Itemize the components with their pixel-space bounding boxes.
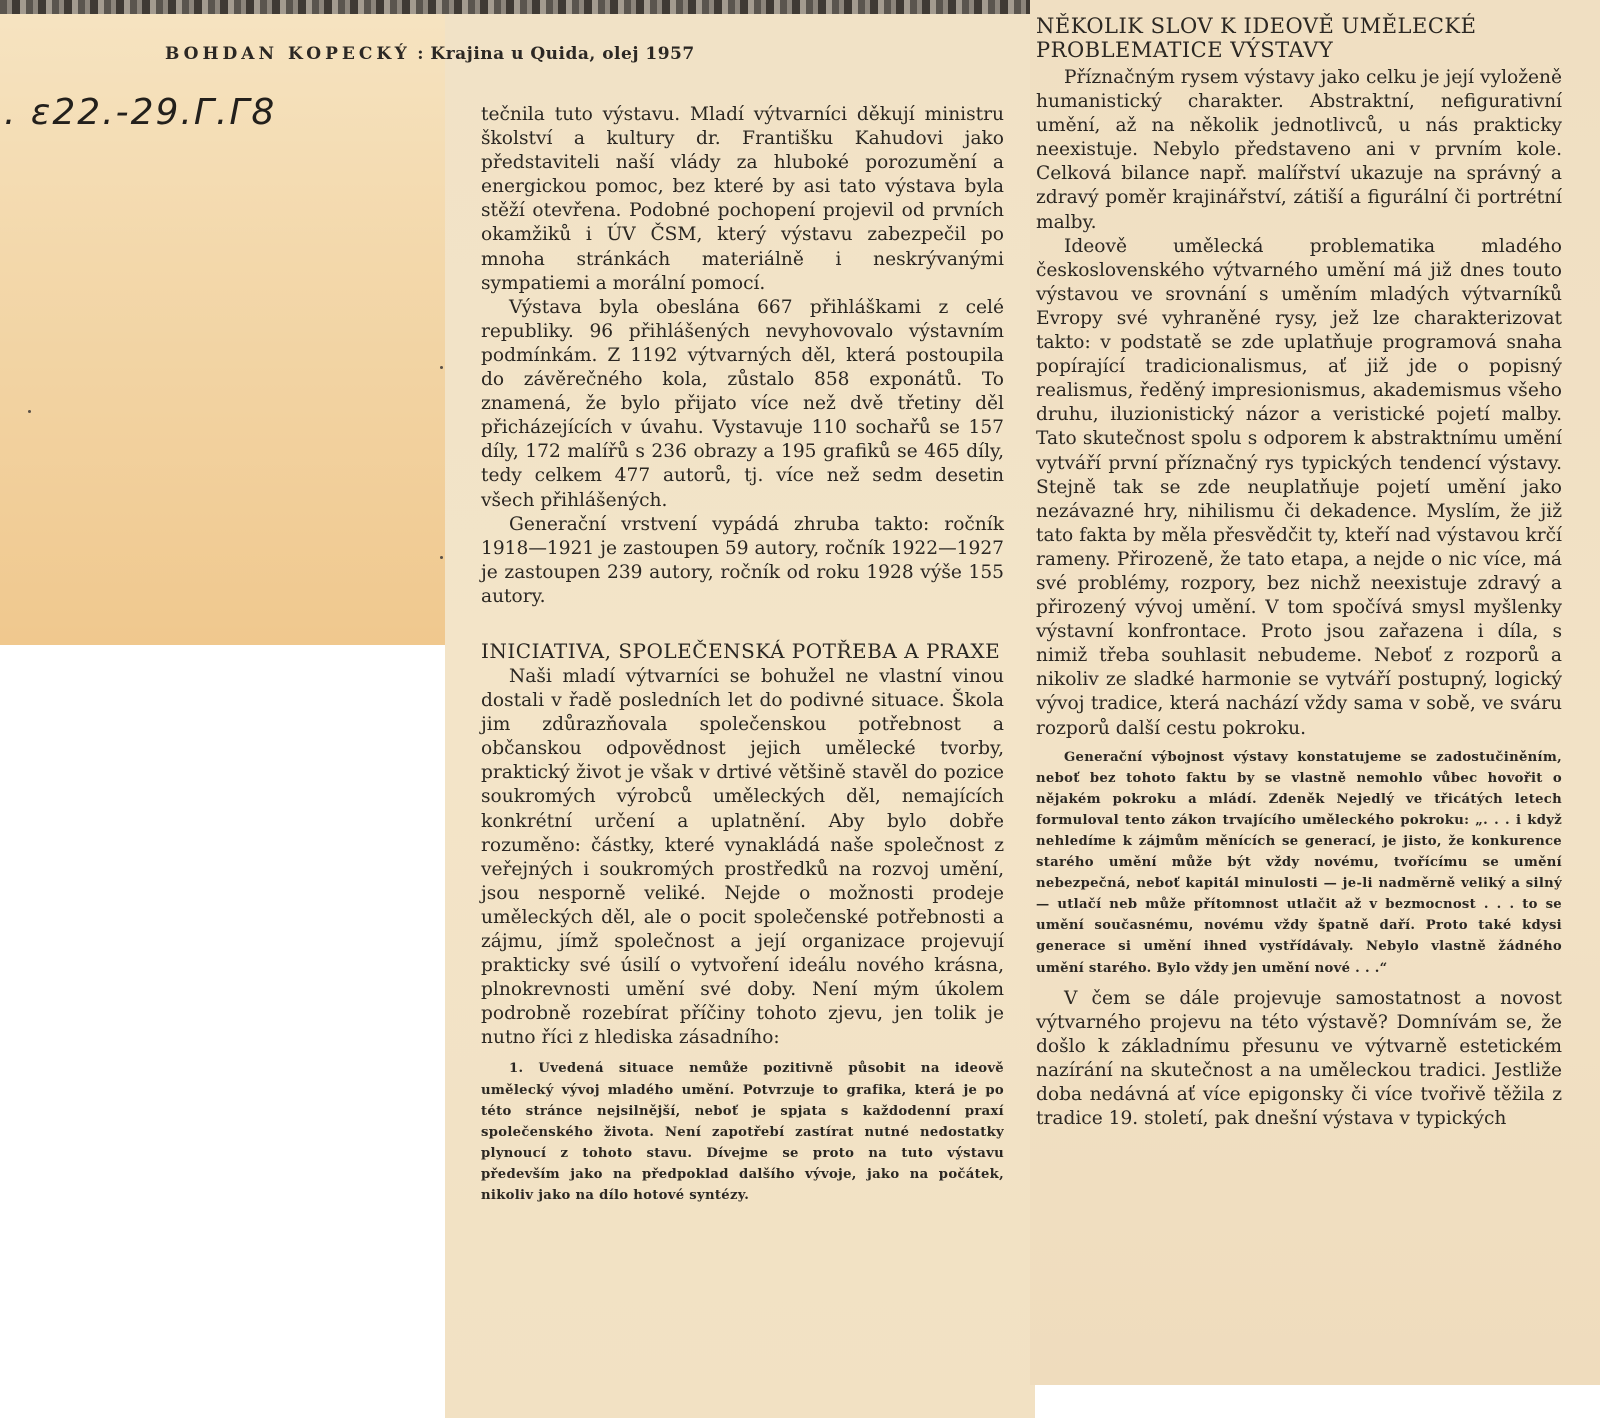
section-heading: INICIATIVA, SPOLEČENSKÁ POTŘEBA A PRAXE <box>481 638 1001 663</box>
photo-caption <box>165 44 1025 64</box>
paragraph: Naši mladí výtvarníci se bohužel ne vlastní vinou dostali v řadě posledních let do podivné situace. Škola jim zdůrazňovala společenskou potřebnost a občanskou odpovědnost jejich umělecké tvorby, praktický život je však v drtivé většině stavěl do pozice soukromých výrobců uměleckých děl, nemajících konkrétní určení a uplatnění. Aby bylo dobře rozuměno: částky, které vynakládá naše společnost z veřejných i soukromých prostředků na rozvoj umění, jsou nesporně veliké. Nejde o možnosti prodeje uměleckých děl, ale o pocit společenské potřebnosti a zájmu, jímž společnost a její organizace projevují prakticky své úsilí o vytvoření ideálu nového krásna, plnokrevnosti umění své doby. Není mým úkolem podrobně rozebírat příčiny tohoto zjevu, jen tolik je nutno říci z hlediska zásadního: <box>481 665 1004 1049</box>
article-column-middle <box>481 103 1004 1206</box>
article-column-right <box>1036 14 1562 1131</box>
paragraph: tečnila tuto výstavu. Mladí výtvarníci děkují ministru školství a kultury dr. Františku Kahudovi jako představiteli naší vlády za hluboké porozumění a energickou pomoc, bez které by asi tato výstava byla stěží otevřena. Podobné pochopení projevil od prvních okamžiků i ÚV ČSM, který výstavu zabezpečil po mnoha stránkách materiálně i neskrývanými sympatiemi a morální pomocí. <box>481 104 1004 294</box>
section-heading: NĚKOLIK SLOV K IDEOVĚ UMĚLECKÉ PROBLEMATICE VÝSTAVY <box>1036 14 1477 62</box>
caption-author: BOHDAN KOPECKÝ <box>165 44 411 64</box>
handwritten-date-note: . ε22.-29.Γ.Γ8 <box>4 92 277 133</box>
photo-edge <box>0 0 1030 14</box>
print-speck <box>440 556 443 559</box>
paragraph: Ideově umělecká problematika mladého československého výtvarného umění má již dnes touto výstavou ve srovnání s uměním mladých výtvarníků Evropy své vyhraněné rysy, jež lze charakterizovat takto: v podstatě se zde uplatňuje programová snaha popírající tradicionalismus, ať již jde o popisný realismus, ředěný impresionismus, akademismus všeho druhu, iluzionistický názor a veristické pojetí malby. Tato skutečnost spolu s odporem k abstraktnímu umění vytváří první příznačný rys typických tendencí výstavy. Stejně tak se zde neuplatňuje pojetí umění jako nezávazné hry, nihilismu či dekadence. Myslím, že již tato fakta by měla přesvědčit ty, kteří nad výstavou krčí rameny. Přirozeně, že tato etapa, a nejde o nic více, má své problémy, rozpory, bez nichž neexistuje zdravý a přirozený vývoj umění. V tom spočívá smysl myšlenky výstavní konfrontace. Proto jsou zařazena i díla, s nimiž třeba souhlasit nebudeme. Neboť z rozporů a nikoliv ze sladké harmonie se vytváří postupný, logický vývoj tradice, která nachází vždy sama v sobě, ve sváru rozporů další cestu pokroku. <box>1036 235 1562 739</box>
paragraph-small: 1. Uvedená situace nemůže pozitivně působit na ideově umělecký vývoj mladého umění. Potvrzuje to grafika, která je po této stránce nejsilnější, neboť je spjata s každodenní praxí společenského života. Není zapotřebí zastírat nutné nedostatky plynoucí z tohoto stavu. Dívejme se proto na tuto výstavu především jako na předpoklad dalšího vývoje, jako na počátek, nikoliv jako na dílo hotové syntézy. <box>481 1061 1004 1204</box>
paragraph: Příznačným rysem výstavy jako celku je její vyloženě humanistický charakter. Abstraktní, nefigurativní umění, až na několik jednotlivců, u nás prakticky neexistuje. Nebylo představeno ani v prvním kole. Celková bilance např. malířství ukazuje na správný a zdravý poměr krajinářství, zátiší a figurální či portrétní malby. <box>1036 67 1562 233</box>
paragraph: Výstava byla obeslána 667 přihláškami z celé republiky. 96 přihlášených nevyhovovalo výstavním podmínkám. Z 1192 výtvarných děl, která postoupila do závěrečného kola, zůstalo 858 exponátů. To znamená, že bylo přijato více než dvě třetiny děl přicházejících v úvahu. Vystavuje 110 sochařů se 157 díly, 172 malířů s 236 obrazy a 195 grafiků se 465 díly, tedy celkem 477 autorů, tj. více než sedm desetin všech přihlášených. <box>481 296 1004 511</box>
caption-work: : Krajina u Quida, olej 1957 <box>417 44 695 64</box>
print-speck <box>28 410 31 413</box>
paragraph-small: Generační výbojnost výstavy konstatujeme se zadostučiněním, neboť bez tohoto faktu by se vlastně nemohlo vůbec hovořit o nějakém pokroku a mládí. Zdeněk Nejedlý ve třicátých letech formuloval tento zákon trvajícího uměleckého pokroku: „. . . i když nehledíme k zájmům měnících se generací, je jisto, že konkurence starého umění může být vždy novému, tvořícímu se umění nebezpečná, neboť kapitál minulosti — je-li nadměrně veliký a silný — utlačí neb může přítomnost utlačit až v bezmocnost . . . to se umění současnému, novému vždy špatně daří. Proto také kdysi generace si umění ihned vystřídávaly. Nebylo vlastně žádného umění starého. Bylo vždy jen umění nové . . .“ <box>1036 749 1562 976</box>
paragraph: Generační vrstvení vypádá zhruba takto: ročník 1918—1921 je zastoupen 59 autory, ročník 1922—1927 je zastoupen 239 autory, ročník od roku 1928 výše 155 autory. <box>481 513 1004 607</box>
print-speck <box>440 366 443 369</box>
paragraph: V čem se dále projevuje samostatnost a novost výtvarného projevu na této výstavě? Domnívám se, že došlo k základnímu přesunu ve výtvarně estetickém nazírání na skutečnost a na uměleckou tradici. Jestliže doba nedávná ať více epigonsky či více tvořivě těžila z tradice 19. století, pak dnešní výstava v typických <box>1036 987 1562 1130</box>
